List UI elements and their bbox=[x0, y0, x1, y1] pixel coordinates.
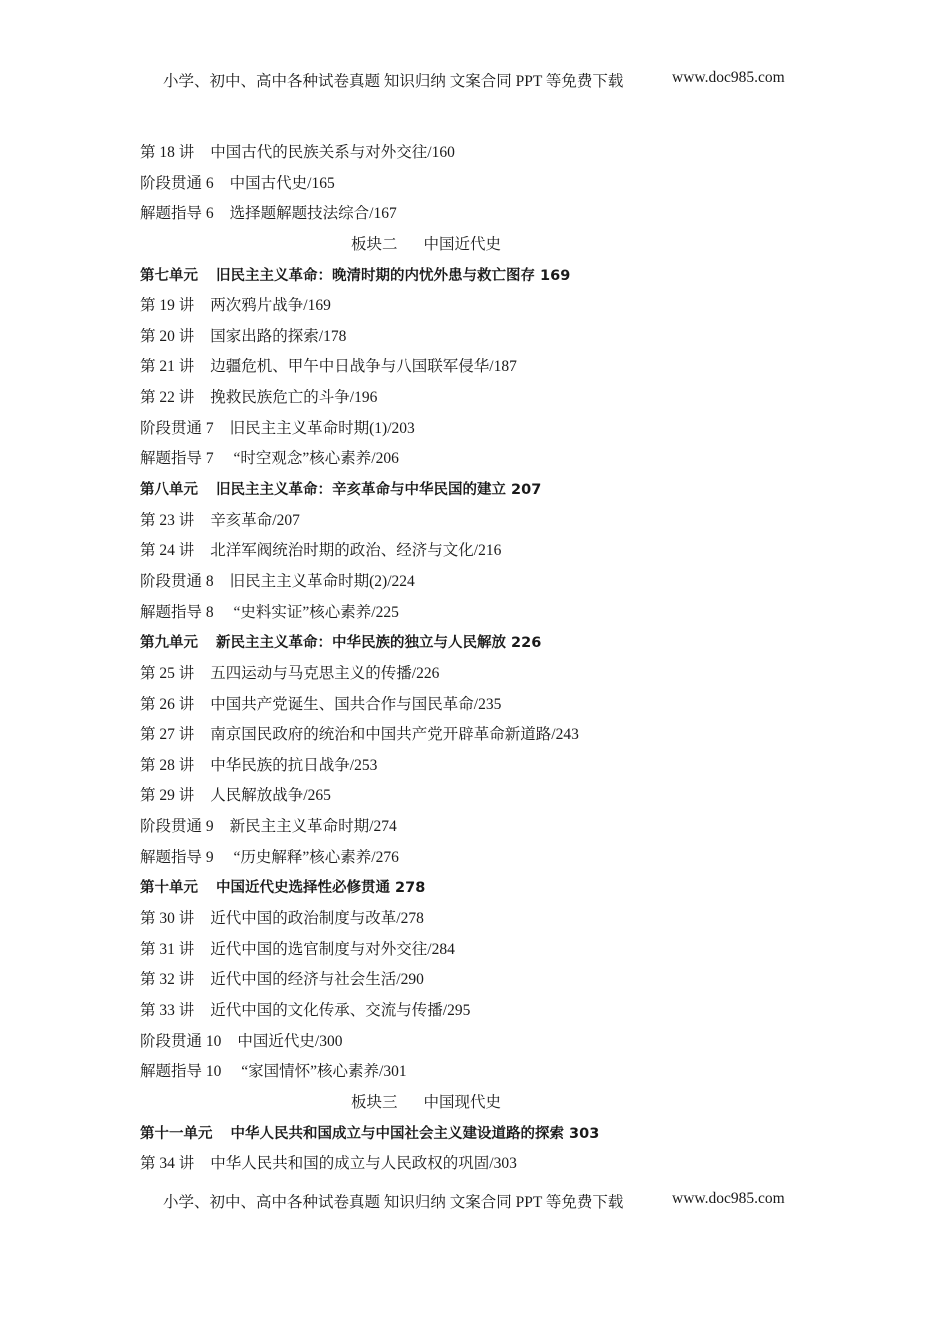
toc-unit-heading bbox=[140, 1119, 860, 1150]
toc-entry-title: 旧民主主义革命：晚清时期的内忧外患与救亡图存 169 bbox=[216, 267, 571, 284]
toc-entry bbox=[140, 751, 860, 782]
toc-entry-label: 第七单元 bbox=[140, 267, 198, 284]
toc-entry-label: 第 33 讲 bbox=[140, 1001, 195, 1019]
toc-entry-title: 新民主主义革命时期/274 bbox=[229, 818, 397, 836]
toc-entry-title: 五四运动与马克思主义的传播/226 bbox=[210, 664, 440, 682]
toc-unit-heading bbox=[140, 475, 860, 506]
toc-entry bbox=[140, 414, 860, 445]
toc-entry-title: 中国现代史 bbox=[423, 1093, 502, 1111]
toc-entry-title: 中国古代的民族关系与对外交往/160 bbox=[210, 144, 455, 161]
page-header bbox=[163, 69, 803, 91]
toc-entry-label: 第 27 讲 bbox=[140, 726, 195, 744]
footer-url: www.doc985.com bbox=[672, 1190, 785, 1207]
toc-entry-label: 阶段贯通 8 bbox=[140, 572, 214, 590]
toc-entry bbox=[140, 659, 860, 690]
toc-entry bbox=[140, 322, 860, 353]
toc-entry bbox=[140, 383, 860, 414]
toc-entry-title: 中华人民共和国的成立与人民政权的巩固/303 bbox=[210, 1155, 517, 1173]
toc-entry-title: 国家出路的探索/178 bbox=[210, 327, 347, 345]
toc-entry-label: 第 23 讲 bbox=[140, 511, 195, 529]
toc-entry bbox=[140, 598, 860, 629]
toc-entry-title: 近代中国的文化传承、交流与传播/295 bbox=[210, 1001, 471, 1019]
toc-entry-label: 第 19 讲 bbox=[140, 297, 195, 315]
toc-entry bbox=[140, 965, 860, 996]
toc-entry-label: 板块二 bbox=[350, 235, 398, 253]
toc-entry bbox=[140, 1027, 860, 1058]
toc-entry-label: 第九单元 bbox=[140, 635, 198, 652]
toc-entry-label: 第八单元 bbox=[140, 482, 198, 499]
toc-entry bbox=[140, 904, 860, 935]
toc-entry bbox=[140, 843, 860, 874]
toc-entry-label: 第十一单元 bbox=[140, 1125, 213, 1142]
toc-entry bbox=[140, 444, 860, 475]
toc-entry-label: 解题指导 9 bbox=[140, 848, 214, 866]
toc-entry-label: 解题指导 6 bbox=[140, 205, 214, 223]
toc-unit-heading bbox=[140, 873, 860, 904]
toc-entry-title: 近代中国的政治制度与改革/278 bbox=[210, 910, 424, 928]
toc-entry-title: “时空观念”核心素养/206 bbox=[229, 450, 399, 468]
toc-entry-title: 南京国民政府的统治和中国共产党开辟革命新道路/243 bbox=[210, 726, 579, 744]
toc-entry bbox=[140, 996, 860, 1027]
toc-entry bbox=[140, 935, 860, 966]
toc-entry-label: 第 34 讲 bbox=[140, 1155, 195, 1173]
toc-entry-label: 第 25 讲 bbox=[140, 664, 195, 682]
header-url: www.doc985.com bbox=[672, 69, 785, 86]
toc-entry-label: 第 29 讲 bbox=[140, 787, 195, 805]
toc-entry bbox=[140, 138, 860, 169]
toc-entry-label: 第 26 讲 bbox=[140, 695, 195, 713]
toc-entry-title: 旧民主主义革命：辛亥革命与中华民国的建立 207 bbox=[216, 482, 542, 499]
toc-entry-title: 中华民族的抗日战争/253 bbox=[210, 756, 378, 774]
toc-entry-title: 辛亥革命/207 bbox=[210, 511, 300, 529]
toc-entry-label: 第十单元 bbox=[140, 880, 198, 897]
toc-entry bbox=[140, 199, 860, 230]
toc-entry bbox=[140, 536, 860, 567]
toc-entry-label: 解题指导 8 bbox=[140, 603, 214, 621]
toc-entry bbox=[140, 690, 860, 721]
footer-text: 小学、初中、高中各种试卷真题 知识归纳 文案合同 PPT 等免费下载 bbox=[163, 1194, 624, 1211]
toc-entry bbox=[140, 352, 860, 383]
toc-entry-title: 新民主主义革命：中华民族的独立与人民解放 226 bbox=[216, 635, 542, 652]
toc-entry-label: 第 31 讲 bbox=[140, 940, 195, 958]
toc-entry-title: 边疆危机、甲午中日战争与八国联军侵华/187 bbox=[210, 358, 517, 376]
page-footer bbox=[163, 1190, 803, 1212]
toc-entry-label: 第 20 讲 bbox=[140, 327, 195, 345]
toc-entry-title: 中国近代史 bbox=[423, 235, 502, 253]
toc-entry-title: 选择题解题技法综合/167 bbox=[229, 205, 397, 223]
toc-entry-label: 板块三 bbox=[350, 1093, 398, 1111]
toc-entry-title: 旧民主主义革命时期(1)/203 bbox=[229, 419, 415, 437]
header-text: 小学、初中、高中各种试卷真题 知识归纳 文案合同 PPT 等免费下载 bbox=[163, 73, 624, 90]
toc-entry bbox=[140, 781, 860, 812]
toc-entry-title: 中国近代史/300 bbox=[237, 1032, 343, 1050]
toc-entry bbox=[140, 291, 860, 322]
toc-entry-label: 解题指导 10 bbox=[140, 1063, 222, 1081]
toc-entry bbox=[140, 567, 860, 598]
toc-entry bbox=[140, 1057, 860, 1088]
toc-entry-label: 第 18 讲 bbox=[140, 144, 195, 161]
toc-section-heading bbox=[140, 1088, 712, 1119]
toc-entry-title: 中华人民共和国成立与中国社会主义建设道路的探索 303 bbox=[230, 1125, 600, 1142]
toc-entry-title: 北洋军阀统治时期的政治、经济与文化/216 bbox=[210, 542, 502, 560]
toc-entry bbox=[140, 169, 860, 200]
toc-entry-label: 第 22 讲 bbox=[140, 389, 195, 407]
table-of-contents bbox=[140, 138, 860, 1180]
toc-entry-title: “家国情怀”核心素养/301 bbox=[237, 1063, 407, 1081]
toc-entry-label: 第 32 讲 bbox=[140, 971, 195, 989]
toc-entry-title: 人民解放战争/265 bbox=[210, 787, 331, 805]
toc-entry-label: 阶段贯通 6 bbox=[140, 174, 214, 192]
toc-entry-title: 中国共产党诞生、国共合作与国民革命/235 bbox=[210, 695, 502, 713]
toc-entry bbox=[140, 506, 860, 537]
toc-entry-label: 第 28 讲 bbox=[140, 756, 195, 774]
toc-entry-label: 第 24 讲 bbox=[140, 542, 195, 560]
toc-entry-label: 阶段贯通 9 bbox=[140, 818, 214, 836]
toc-unit-heading bbox=[140, 261, 860, 292]
toc-entry-title: 两次鸦片战争/169 bbox=[210, 297, 331, 315]
toc-entry-label: 第 30 讲 bbox=[140, 910, 195, 928]
toc-entry-title: “历史解释”核心素养/276 bbox=[229, 848, 399, 866]
toc-entry-title: 旧民主主义革命时期(2)/224 bbox=[229, 572, 415, 590]
toc-entry-title: 中国近代史选择性必修贯通 278 bbox=[216, 880, 426, 897]
toc-section-heading bbox=[140, 230, 712, 261]
toc-entry-label: 阶段贯通 7 bbox=[140, 419, 214, 437]
toc-unit-heading bbox=[140, 628, 860, 659]
toc-entry-title: 近代中国的选官制度与对外交往/284 bbox=[210, 940, 455, 958]
toc-entry-label: 解题指导 7 bbox=[140, 450, 214, 468]
toc-entry-title: 近代中国的经济与社会生活/290 bbox=[210, 971, 424, 989]
toc-entry bbox=[140, 1149, 860, 1180]
toc-entry bbox=[140, 720, 860, 751]
toc-entry-label: 阶段贯通 10 bbox=[140, 1032, 222, 1050]
toc-entry-title: “史料实证”核心素养/225 bbox=[229, 603, 399, 621]
toc-entry-title: 挽救民族危亡的斗争/196 bbox=[210, 389, 378, 407]
toc-entry-title: 中国古代史/165 bbox=[229, 174, 335, 192]
toc-entry-label: 第 21 讲 bbox=[140, 358, 195, 376]
toc-entry bbox=[140, 812, 860, 843]
